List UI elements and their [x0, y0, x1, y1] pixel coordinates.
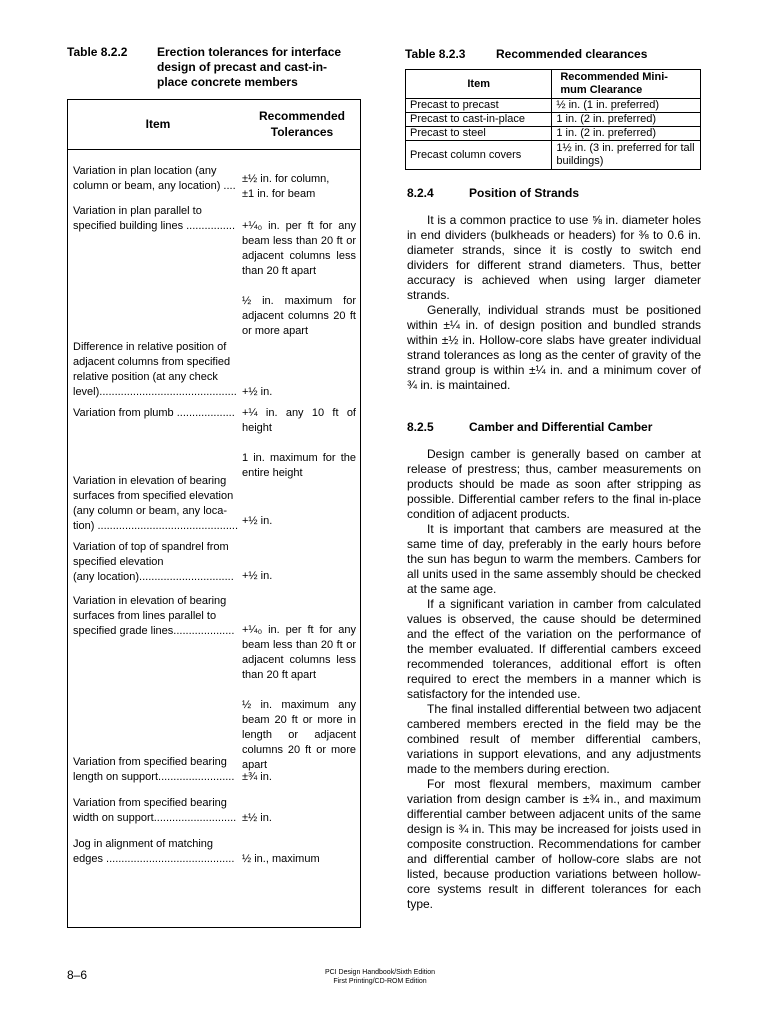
tolerance-text: ±½ in.	[242, 812, 272, 824]
row-tolerance	[242, 623, 356, 773]
row-item: Variation from plumb ...................	[73, 407, 235, 419]
table-cell-clearance: 1 in. (2 in. preferred)	[552, 127, 701, 141]
row-item: Variation in plan location (any column or beam, any location) ....	[73, 165, 236, 192]
row-tolerance	[242, 172, 356, 202]
tolerance-text: +¼₀ in. per ft for any beam less than 20 ft or adjacent columns less than 20 ft apart	[242, 624, 356, 681]
row-tolerance	[242, 852, 356, 867]
paragraph: It is important that cambers are measured at the same time of day, preferably in the early hours before the sun has begun to warm the members. Cambers for all units used in the same assembly should be checked at the same age.	[407, 522, 701, 596]
row-tolerance	[242, 219, 356, 339]
tolerance-text: ±½ in. for column, ±1 in. for beam	[242, 173, 330, 200]
row-tolerance	[242, 514, 356, 529]
tolerance-text: ½ in. maximum for adjacent columns 20 ft or more apart	[242, 295, 356, 337]
table-823-header-item: Item	[406, 70, 552, 99]
table-823-header-row	[406, 70, 701, 99]
table-cell-item: Precast to precast	[406, 99, 552, 113]
header-line: Tolerances	[270, 125, 334, 139]
table-822-title-line: Erection tolerances for interface	[157, 45, 342, 59]
section-825-number: 8.2.5	[407, 420, 434, 434]
paragraph: If a significant variation in camber from calculated values is observed, the cause should be determined and the effect of the variation on the performance of the member evaluated. If differential cambers exceed recommended tolerances, additional effort is often required to erect the members in a manner which is satisfactory for the intended use.	[407, 597, 701, 701]
table-823-header-clearance	[552, 70, 701, 99]
row-tolerance	[242, 569, 356, 584]
table-cell-clearance: 1 in. (2 in. preferred)	[552, 113, 701, 127]
footer-printing: First Printing/CD-ROM Edition	[333, 978, 427, 985]
tolerance-text: ½ in., maximum	[242, 853, 320, 865]
row-item: Jog in alignment of matching edges ..........................................	[73, 838, 235, 865]
paragraph: Design camber is generally based on camber at release of prestress; thus, camber measurements on products should be made as soon after stripping as possible. Differential camber refers to the final in-place condition of adjacent products.	[407, 447, 701, 521]
table-822-header-item: Item	[145, 117, 171, 131]
table-row	[406, 113, 701, 127]
section-825-title: Camber and Differential Camber	[469, 420, 653, 434]
tolerance-text: 1 in. maximum for the entire height	[242, 452, 356, 479]
table-row	[406, 99, 701, 113]
header-line: Recommended	[258, 109, 346, 123]
table-823	[405, 69, 701, 170]
table-822-header-tolerances	[244, 108, 360, 140]
tolerance-text: +¼₀ in. per ft for any beam less than 20 ft or adjacent columns less than 20 ft apart	[242, 220, 356, 277]
table-cell-clearance: ½ in. (1 in. preferred)	[552, 99, 701, 113]
table-822-header-divider	[68, 149, 360, 150]
section-825-body	[407, 447, 701, 912]
row-item: Variation from specified bearing width on support...........................	[73, 797, 237, 824]
row-item: Variation in elevation of bearing surfaces from lines parallel to specified grade lines....................	[73, 595, 235, 637]
row-tolerance	[242, 770, 356, 785]
paragraph: Generally, individual strands must be positioned within ±¼ in. of design position and bundled strands within ±½ in. Hollow-core slabs have greater individual strand tolerances as long as the center of gravity of the strand group is within ±¼ in. and a minimum cover of ¾ in. is maintained.	[407, 303, 701, 392]
section-824-body	[407, 213, 701, 393]
row-item: Variation of top of spandrel from specified elevation (any location)...............................	[73, 541, 234, 583]
tolerance-text: +½ in.	[242, 570, 273, 582]
row-item: Difference in relative position of adjacent columns from specified relative position (at any check level).............................................	[73, 341, 237, 398]
row-item: Variation in plan parallel to specified building lines ................	[73, 205, 236, 232]
tolerance-text: ±¾ in.	[242, 771, 272, 783]
table-822-title	[157, 45, 341, 90]
tolerance-text: +½ in.	[242, 515, 273, 527]
table-823-title: Recommended clearances	[496, 47, 648, 61]
table-cell-item: Precast to cast-in-place	[406, 113, 552, 127]
table-822-title-line: design of precast and cast-in-	[157, 60, 328, 74]
table-cell-item: Precast to steel	[406, 127, 552, 141]
row-tolerance	[242, 406, 356, 481]
tolerance-text: +¼ in. any 10 ft of height	[242, 407, 356, 434]
section-824-title: Position of Strands	[469, 186, 580, 200]
row-item: Variation in elevation of bearing surfaces from specified elevation (any column or beam, any loca- tion) ..............................................	[73, 475, 239, 532]
header-line: Recommended Mini-	[560, 71, 668, 83]
row-item: Variation from specified bearing length on support.........................	[73, 756, 235, 783]
section-824-number: 8.2.4	[407, 186, 434, 200]
table-cell-item: Precast column covers	[406, 141, 552, 170]
paragraph: For most flexural members, maximum camber variation from design camber is ±¾ in., and maximum differential camber between adjacent units of the same design is ¾ in. This may be increased for joists used in composite construction. Recommendations for camber and differential camber of hollow-core slabs are not listed, because production variations between hollow-core systems result in different tolerances for each type.	[407, 777, 701, 911]
paragraph: The final installed differential between two adjacent cambered members erected in the field may be the combined result of member differential cambers, variations in support elevations, and any adjustments made to the members during erection.	[407, 702, 701, 776]
footer-edition: PCI Design Handbook/Sixth Edition	[324, 969, 436, 976]
table-822-title-line: place concrete members	[157, 75, 298, 89]
table-row	[406, 127, 701, 141]
table-row	[406, 141, 701, 170]
paragraph: It is a common practice to use ⅝ in. diameter holes in end dividers (bulkheads or headers) for ⅜ to 0.6 in. diameter strands, since it is costly to switch end dividers for different strand diameters. Thus, better accuracy is achieved when using larger diameter strands.	[407, 213, 701, 302]
row-tolerance	[242, 811, 356, 826]
header-line: mum Clearance	[560, 84, 643, 96]
table-cell-clearance: 1½ in. (3 in. preferred for tall buildings)	[552, 141, 701, 170]
row-tolerance	[242, 385, 356, 400]
table-822	[67, 99, 361, 928]
page-number: 8–6	[67, 968, 88, 982]
tolerance-text: +½ in.	[242, 386, 273, 398]
table-822-number: Table 8.2.2	[67, 45, 128, 59]
tolerance-text: ½ in. maximum any beam 20 ft or more in length or adjacent columns 20 ft or more apart	[242, 699, 356, 771]
table-823-number: Table 8.2.3	[405, 47, 466, 61]
